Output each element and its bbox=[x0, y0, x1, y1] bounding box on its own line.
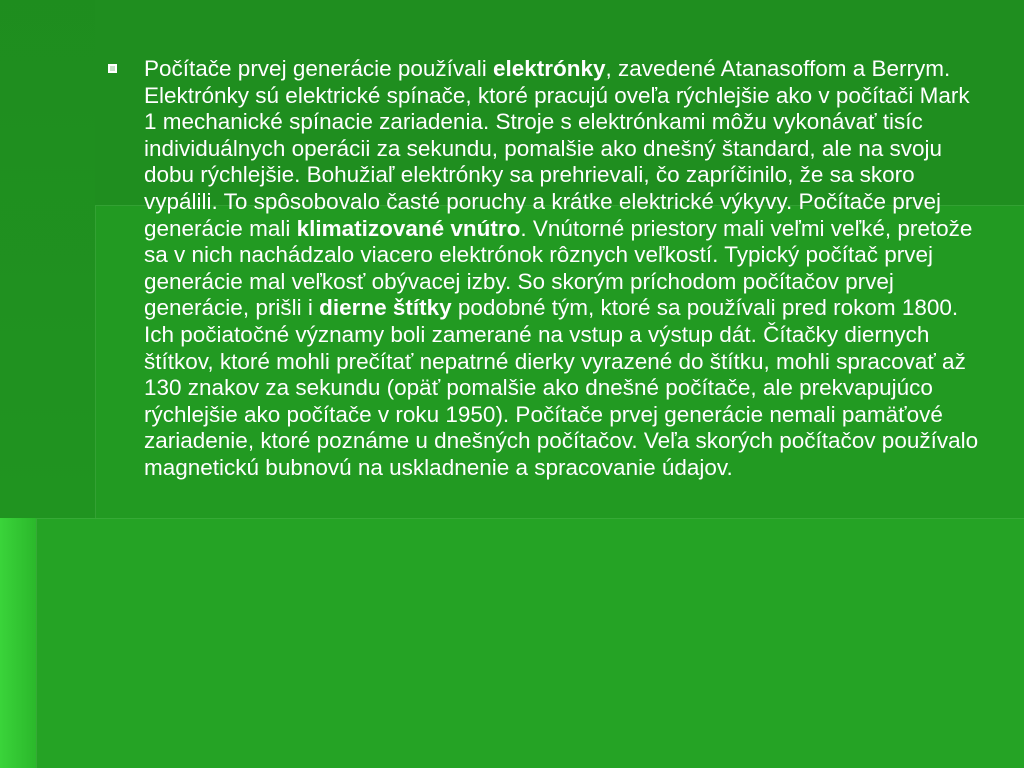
square-bullet-icon bbox=[108, 64, 117, 73]
bullet-item bbox=[108, 56, 988, 482]
decorative-edge-highlight bbox=[0, 518, 36, 768]
text-segment: podobné tým, ktoré sa používali pred rokom 1800. Ich počiatočné významy boli zamerané na vstup a výstup dát. Čítačky diernych štítkov, ktoré mohli prečítať nepatrné dierky vyrazené do štítku, mohli spracovať až 130 znakov za sekundu (opäť pomalšie ako dnešné počítače, ale prekvapujúco rýchlejšie ako počítače v roku 1950). Počítače prvej generácie nemali pamäťové zariadenie, ktoré poznáme u dnešných počítačov. Veľa skorých počítačov používalo magnetickú bubnovú na uskladnenie a spracovanie údajov. bbox=[144, 295, 979, 480]
bullet-paragraph bbox=[144, 56, 988, 482]
bold-term-dierne-stitky: dierne štítky bbox=[319, 295, 452, 321]
slide-content bbox=[108, 56, 988, 482]
text-segment: , zavedené Atanasoffom a Berrym. Elektrónky sú elektrické spínače, ktoré pracujú oveľa rýchlejšie ako v počítači Mark 1 mechanické spínacie zariadenia. Stroje s elektrónkami môžu vykonávať tisíc individuálnych operácii za sekundu, pomalšie ako dnešný štandard, ale na svoju dobu rýchlejšie. Bohužiaľ elektrónky sa prehrievali, čo zapríčinilo, že sa skoro vypálili. To spôsobovalo časté poruchy a krátke elektrické výkyvy. Počítače prvej generácie mali bbox=[144, 56, 970, 241]
bold-term-klimatizovane-vnutro: klimatizované vnútro bbox=[296, 215, 521, 241]
bold-term-elektronky: elektrónky bbox=[492, 56, 606, 81]
decorative-panel-left bbox=[0, 0, 95, 518]
text-segment: . Vnútorné priestory mali veľmi veľké, pretože sa v nich nachádzalo viacero elektrónok rôznych veľkostí. Typický počítač prvej generácie mal veľkosť obývacej izby. So skorým príchodom počítačov prvej generácie, prišli i bbox=[144, 215, 973, 321]
text-segment: Počítače prvej generácie používali bbox=[144, 56, 493, 81]
decorative-panel-bottom bbox=[36, 518, 1024, 768]
